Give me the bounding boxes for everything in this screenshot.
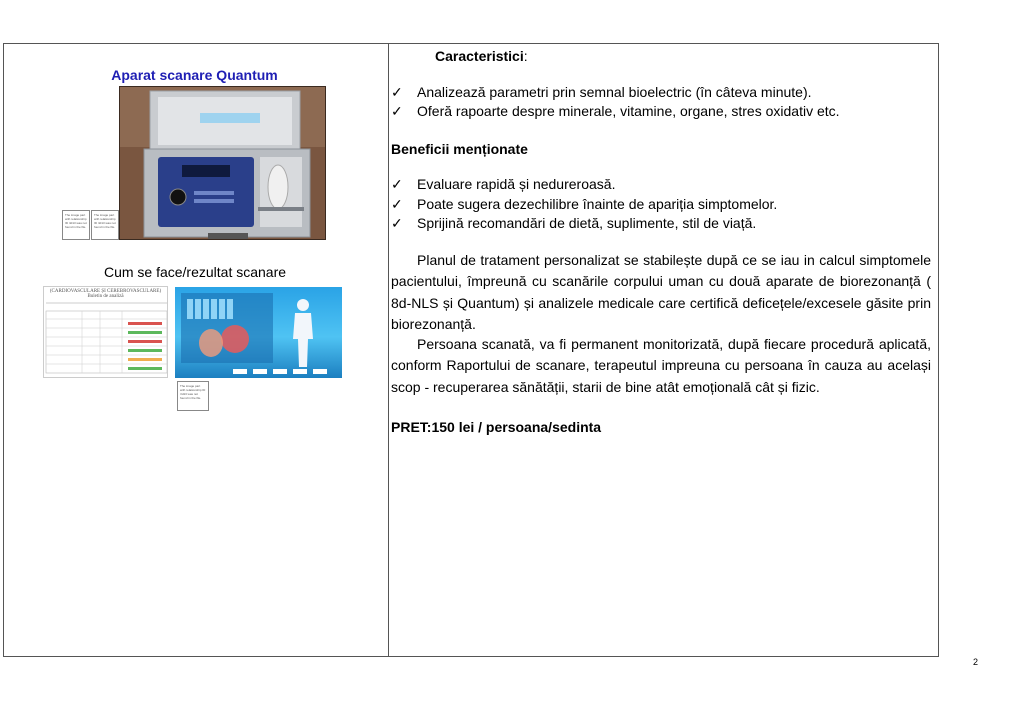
checkmark-icon: ✓: [391, 103, 403, 119]
scan-report-image: [43, 286, 168, 378]
report-table-graphic: [44, 299, 168, 377]
device-title: Aparat scanare Quantum: [111, 67, 278, 83]
broken-image-placeholder: [119, 211, 120, 239]
checkmark-icon: ✓: [391, 196, 403, 212]
list-item: ✓ Poate sugera dezechilibre înainte de apariția simptomelor.: [391, 196, 778, 212]
monitoring-paragraph: Persoana scanată, va fi permanent monitorizată, după fiecare procedură aplicată, conform Raportului de scanare, terapeutul impreuna cu persoana în cauza au același scop - recuperarea sănătății, starii de bine atât emoțională cât și fizic.: [391, 336, 931, 395]
quantum-device-photo: [119, 86, 326, 240]
column-divider: [388, 44, 389, 656]
page-number: 2: [973, 657, 979, 667]
list-item: ✓ Evaluare rapidă și nedureroasă.: [391, 176, 616, 192]
broken-image-placeholder: The image part with relationship ID rId13 was not found in the file.: [62, 210, 90, 240]
checkmark-icon: ✓: [391, 215, 403, 231]
report-subheader: Buletin de analiză: [87, 294, 124, 299]
broken-image-placeholder: The image part with relationship ID rId13 was not found in the file.: [91, 210, 119, 240]
checkmark-icon: ✓: [391, 84, 403, 100]
characteristics-heading: Caracteristici:: [435, 48, 528, 64]
report-header: (CARDIOVASCULARE ȘI CEREBROVASCULARE): [49, 289, 162, 294]
price-text: PRET:150 lei / persoana/sedinta: [391, 419, 602, 435]
scan-title: Cum se face/rezultat scanare: [103, 264, 287, 280]
body-scan-image: [175, 287, 342, 378]
broken-image-placeholder: The image part with relationship ID rId13 was not found in the file.: [177, 381, 209, 411]
list-item: ✓ Oferă rapoarte despre minerale, vitamine, organe, stres oxidativ etc.: [391, 103, 840, 119]
benefits-heading: Beneficii menționate: [391, 141, 528, 157]
list-item: ✓ Sprijină recomandări de dietă, suplimente, stil de viață.: [391, 215, 757, 231]
checkmark-icon: ✓: [391, 176, 403, 192]
treatment-plan-paragraph: Planul de tratament personalizat se stabilește după ce se iau in calcul simptomele pacientului, împreună cu scanările corpului uman cu două aparate de biorezonanță ( 8d-NLS și Quantum) și analizele medicale care certifică deficețele/excesele găsite prin biorezonanță.: [391, 252, 931, 332]
list-item: ✓ Analizează parametri prin semnal bioelectric (în câteva minute).: [391, 84, 812, 100]
